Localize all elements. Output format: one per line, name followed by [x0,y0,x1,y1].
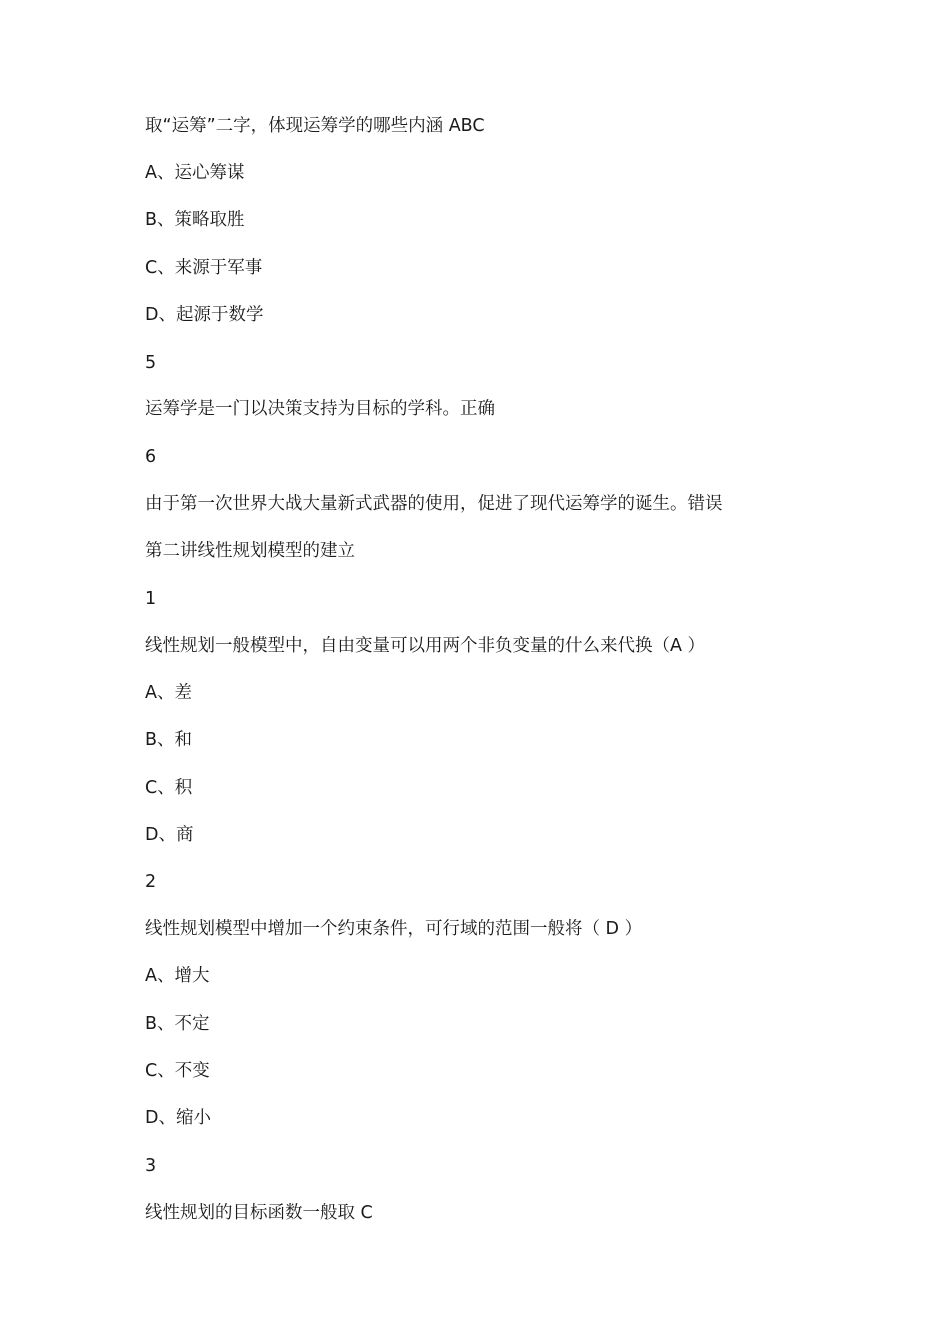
question-4-option-b: B、策略取胜 [145,210,245,230]
question-6-stem: 由于第一次世界大战大量新式武器的使用，促进了现代运筹学的诞生。错误 [145,494,723,514]
question-2-option-a: A、增大 [145,966,210,986]
question-1-stem: 线性规划一般模型中，自由变量可以用两个非负变量的什么来代换（A ） [145,636,706,656]
question-2-stem: 线性规划模型中增加一个约束条件，可行域的范围一般将（ D ） [145,919,643,939]
question-4-stem: 取“运筹”二字，体现运筹学的哪些内涵 ABC [145,116,485,136]
section-heading: 第二讲线性规划模型的建立 [145,541,355,561]
question-3-stem: 线性规划的目标函数一般取 C [145,1203,373,1223]
question-number-2: 2 [145,872,157,892]
question-number-6: 6 [145,447,157,467]
question-2-option-c: C、不变 [145,1061,210,1081]
question-1-option-c: C、积 [145,778,193,798]
question-number-1: 1 [145,589,157,609]
question-2-option-d: D、缩小 [145,1108,211,1128]
question-1-option-b: B、和 [145,730,193,750]
question-4-option-a: A、运心筹谋 [145,163,245,183]
question-2-option-b: B、不定 [145,1014,210,1034]
question-1-option-d: D、商 [145,825,194,845]
question-1-option-a: A、差 [145,683,192,703]
question-4-option-d: D、起源于数学 [145,305,264,325]
question-number-5: 5 [145,353,157,373]
question-number-3: 3 [145,1156,157,1176]
question-4-option-c: C、来源于军事 [145,258,263,278]
question-5-stem: 运筹学是一门以决策支持为目标的学科。正确 [145,399,495,419]
